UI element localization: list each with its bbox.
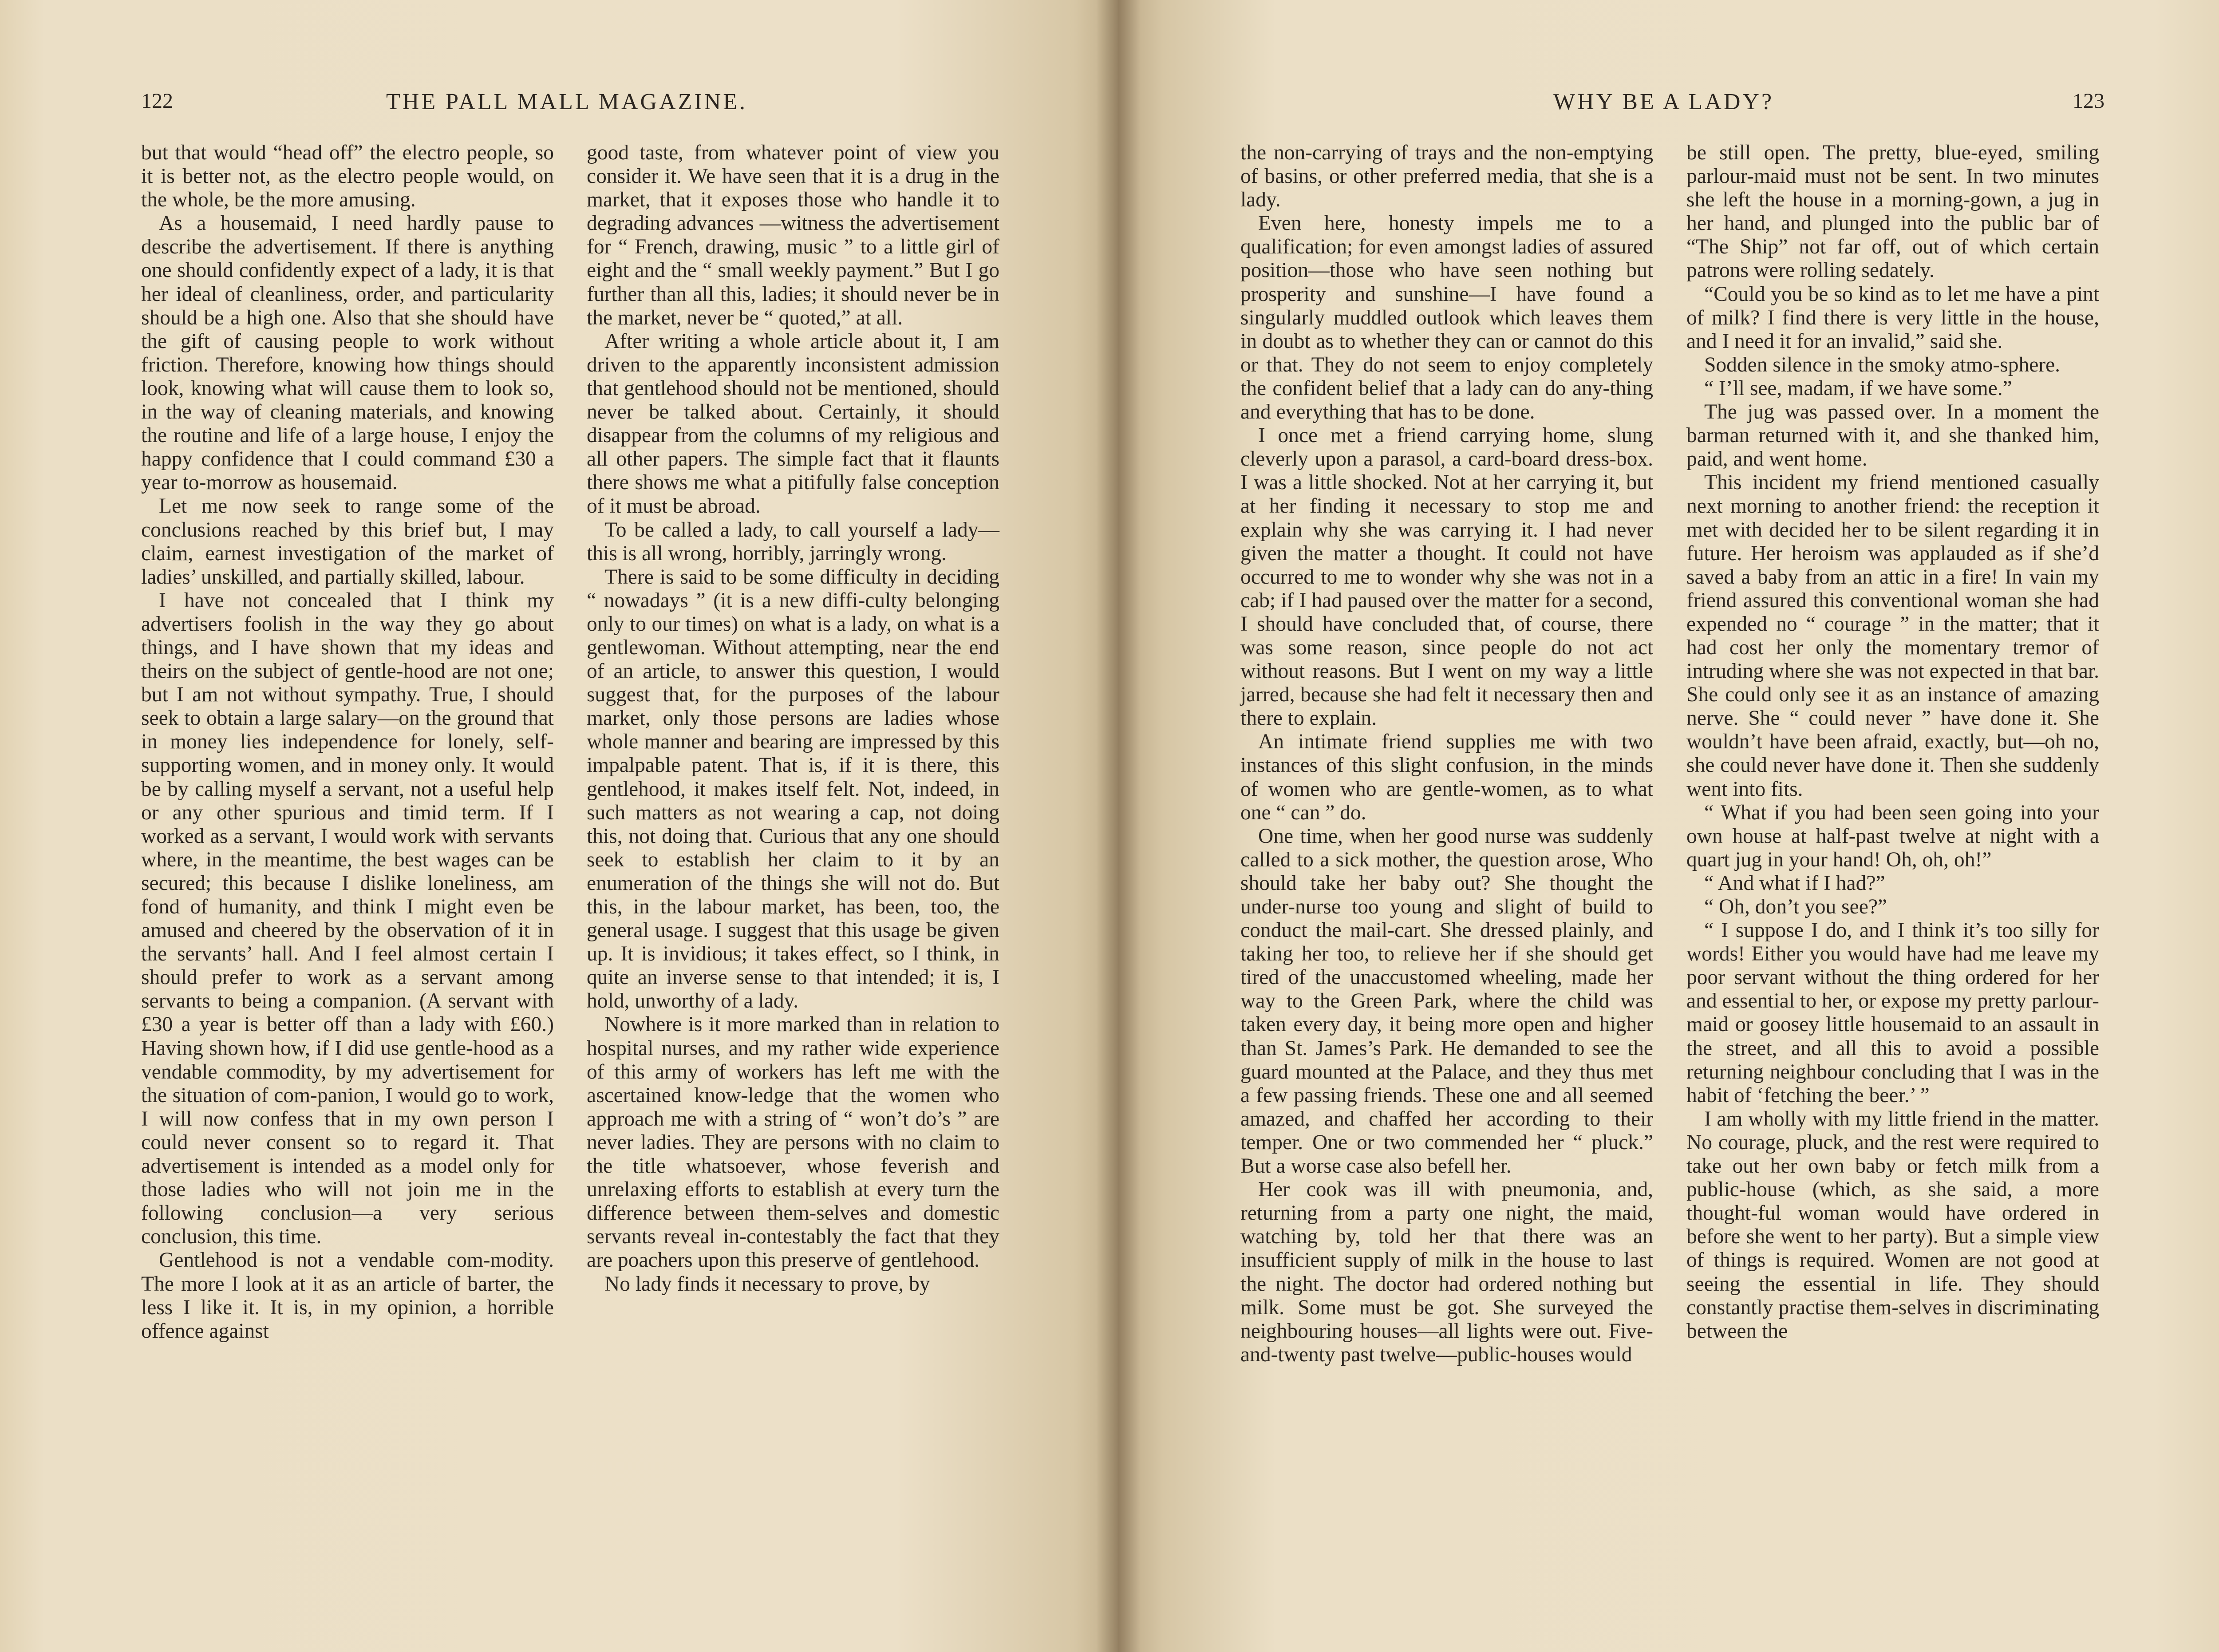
paragraph: There is said to be some difficulty in deciding “ nowadays ” (it is a new diffi-culty belonging only to our times) on what is a lady, on what is a gentlewoman. Without attempting, near the end of an article, to answer this question, I would suggest that, for the purposes of the labour market, only those persons are ladies whose whole manner and bearing are impressed by this impalpable patent. That is, if it is there, this gentlehood, it makes itself felt. Not, indeed, in such matters as not wearing a cap, not doing this, not doing that. Curious that any one should seek to establish her claim to it by an enumeration of the things she will not do. But this, in the labour market, has been, too, the general usage. I suggest that this usage be given up. It is invidious; it takes effect, so I think, in quite an inverse sense to that intended; it is, I hold, unworthy of a lady. — [587, 565, 999, 1013]
right-column-1 — [1240, 141, 1653, 1367]
right-page — [1118, 0, 2219, 1652]
paragraph: “ And what if I had?” — [1704, 871, 1885, 895]
paragraph: be still open. The pretty, blue-eyed, smiling parlour-maid must not be sent. In two minutes she left the house in a morning-gown, a jug in her hand, and plunged into the public bar of “The Ship” not far off, out of which certain patrons were rolling sedately. — [1686, 141, 2099, 282]
paragraph: “ Oh, don’t you see?” — [1704, 895, 1887, 918]
paragraph: After writing a whole article about it, I am driven to the apparently inconsistent admission that gentlehood should not be mentioned, should never be talked about. Certainly, it should disappear from the columns of my religious and all other papers. The simple fact that it flaunts there shows me what a pitifully false conception of it must be abroad. — [587, 329, 999, 518]
left-column-1 — [141, 141, 554, 1343]
paragraph: Let me now seek to range some of the conclusions reached by this brief but, I may claim, earnest investigation of the market of ladies’ unskilled, and partially skilled, labour. — [141, 494, 554, 589]
right-column-2 — [1686, 141, 2099, 1343]
paragraph: “Could you be so kind as to let me have a pint of milk? I find there is very little in the house, and I need it for an invalid,” said she. — [1686, 282, 2099, 353]
paragraph: the non-carrying of trays and the non-emptying of basins, or other preferred media, that she is a lady. — [1240, 141, 1653, 212]
running-head-right: WHY BE A LADY? — [1553, 89, 1774, 115]
paragraph: No lady finds it necessary to prove, by — [604, 1272, 930, 1296]
paragraph: “ What if you had been seen going into your own house at half-past twelve at night with a quart jug in your hand! Oh, oh, oh!” — [1686, 801, 2099, 871]
page-number-right: 123 — [2073, 89, 2104, 113]
paragraph: but that would “head off” the electro people, so it is better not, as the electro people would, on the whole, be the more amusing. — [141, 141, 554, 212]
paragraph: good taste, from whatever point of view you consider it. We have seen that it is a drug in the market, that it exposes those who handle it to degrading advances —witness the advertisement for “ French, drawing, music ” to a little girl of eight and the “ small weekly payment.” But I go further than all this, ladies; it should never be in the market, never be “ quoted,” at all. — [587, 141, 999, 329]
paragraph: Nowhere is it more marked than in relation to hospital nurses, and my rather wide experience of this army of workers has left me with the ascertained know-ledge that the women who approach me with a string of “ won’t do’s ” are never ladies. They are persons with no claim to the title whatsoever, whose feverish and unrelaxing efforts to establish at every turn the difference between them-selves and domestic servants reveal in-contestably the fact that they are poachers upon this preserve of gentlehood. — [587, 1013, 999, 1272]
running-head-left: THE PALL MALL MAGAZINE. — [386, 89, 748, 115]
left-column-2 — [587, 141, 999, 1296]
page-number-left: 122 — [141, 89, 173, 113]
paragraph: “ I suppose I do, and I think it’s too silly for words! Either you would have had me leave my poor servant without the thing ordered for her and essential to her, or expose my pretty parlour-maid or goosey little housemaid to an assault in the street, and all this to avoid a possible returning neighbour concluding that I was in the habit of ‘fetching the beer.’ ” — [1686, 919, 2099, 1107]
paragraph: An intimate friend supplies me with two instances of this slight confusion, in the minds of women who are gentle-women, as to what one “ can ” do. — [1240, 730, 1653, 824]
book-gutter — [1096, 0, 1141, 1652]
paragraph: Even here, honesty impels me to a qualification; for even amongst ladies of assured position—those who have seen nothing but prosperity and sunshine—I have found a singularly muddled outlook which leaves them in doubt as to whether they can or cannot do this or that. They do not seem to enjoy completely the confident belief that a lady can do any-thing and everything that has to be done. — [1240, 212, 1653, 424]
paragraph: One time, when her good nurse was suddenly called to a sick mother, the question arose, Who should take her baby out? She thought the under-nurse too young and slight of build to conduct the mail-cart. She dressed plainly, and taking her too, to relieve her if she should get tired of the unaccustomed wheeling, made her way to the Green Park, where the child was taken every day, it being more open and higher than St. James’s Park. He demanded to see the guard mounted at the Palace, and they thus met a few passing friends. These one and all seemed amazed, and chaffed her according to their temper. One or two commended her “ pluck.” But a worse case also befell her. — [1240, 824, 1653, 1178]
paragraph: “ I’ll see, madam, if we have some.” — [1704, 376, 2012, 400]
paragraph: I am wholly with my little friend in the matter. No courage, pluck, and the rest were required to take out her own baby or fetch milk from a public-house (which, as she said, a more thought-ful woman would have ordered in before she went to her party). But a simple view of things is required. Women are not good at seeing the essential in life. They should constantly practise them-selves in discriminating between the — [1686, 1107, 2099, 1343]
paragraph: To be called a lady, to call yourself a lady—this is all wrong, horribly, jarringly wrong. — [587, 518, 999, 565]
paragraph: Gentlehood is not a vendable com-modity. The more I look at it as an article of barter, the less I like it. It is, in my opinion, a horrible offence against — [141, 1249, 554, 1343]
paragraph: Sodden silence in the smoky atmo-sphere. — [1704, 353, 2061, 376]
paragraph: This incident my friend mentioned casually next morning to another friend: the reception it met with decided her to be silent regarding it in future. Her heroism was applauded as if she’d saved a baby from an attic in a fire! In vain my friend assured this conventional woman she had expended no “ courage ” in the matter; that it had cost her only the momentary tremor of intruding where she was not expected in that bar. She could only see it as an instance of amazing nerve. She “ could never ” have done it. She wouldn’t have been afraid, exactly, but—oh no, she could never have done it. Then she suddenly went into fits. — [1686, 471, 2099, 801]
paragraph: The jug was passed over. In a moment the barman returned with it, and she thanked him, paid, and went home. — [1686, 400, 2099, 471]
paragraph: I have not concealed that I think my advertisers foolish in the way they go about things, and I have shown that my ideas and theirs on the subject of gentle-hood are not one; but I am not without sympathy. True, I should seek to obtain a large salary—on the ground that in money lies independence for lonely, self-supporting women, and in money only. It would be by calling myself a servant, not a useful help or any other spurious and timid term. If I worked as a servant, I would work with servants where, in the meantime, the best wages can be secured; this because I dislike loneliness, am fond of humanity, and think I might even be amused and cheered by the observation of it in the servants’ hall. And I feel almost certain I should prefer to work as a servant among servants to being a companion. (A servant with £30 a year is better off than a lady with £60.) Having shown how, if I did use gentle-hood as a vendable commodity, by my advertisement for the situation of com-panion, I would go to work, I will now confess that in my own person I could never consent so to regard it. That advertisement is intended as a model only for those ladies who will not join me in the following conclusion—a very serious conclusion, this time. — [141, 589, 554, 1249]
paragraph: As a housemaid, I need hardly pause to describe the advertisement. If there is anything one should confidently expect of a lady, it is that her ideal of cleanliness, order, and particularity should be a high one. Also that she should have the gift of causing people to work without friction. Therefore, knowing how things should look, knowing what will cause them to look so, in the way of cleaning materials, and knowing the routine and life of a large house, I enjoy the happy confidence that I could command £30 a year to-morrow as housemaid. — [141, 212, 554, 494]
paragraph: I once met a friend carrying home, slung cleverly upon a parasol, a card-board dress-box. I was a little shocked. Not at her carrying it, but at her finding it necessary to stop me and explain why she was carrying it. I had never given the matter a thought. It could not have occurred to me to wonder why she was not in a cab; if I had paused over the matter for a second, I should have concluded that, of course, there was some reason, since people do not act without reasons. But I went on my way a little jarred, because she had felt it necessary then and there to explain. — [1240, 424, 1653, 730]
paragraph: Her cook was ill with pneumonia, and, returning from a party one night, the maid, watching by, told her that there was an insufficient supply of milk in the house to last the night. The doctor had ordered nothing but milk. Some must be got. She surveyed the neighbouring houses—all lights were out. Five-and-twenty past twelve—public-houses would — [1240, 1178, 1653, 1366]
